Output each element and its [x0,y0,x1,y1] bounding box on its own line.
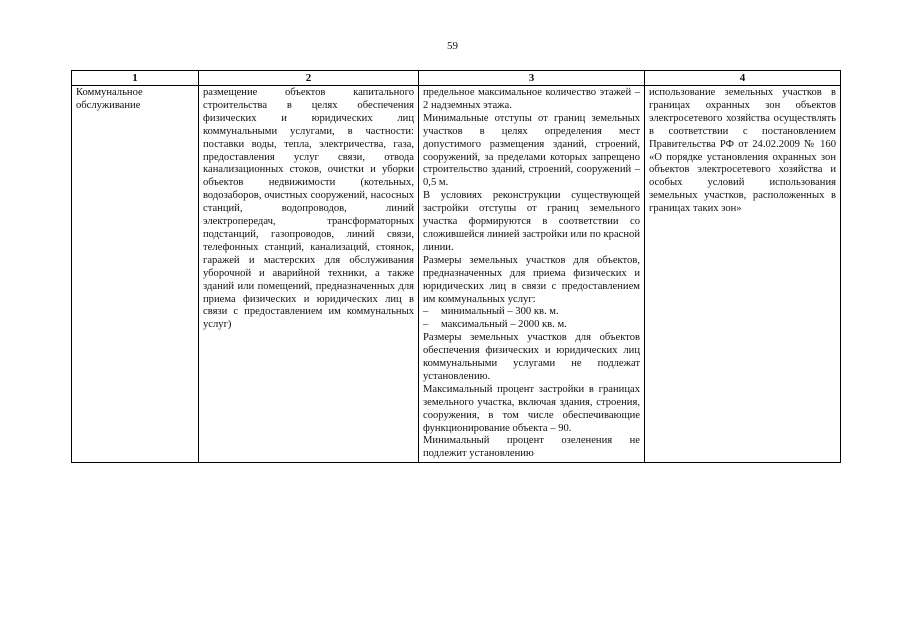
parameter-paragraph-reconstruction: В условиях реконструкции существующей застройки отступы от границ земельного участка формируются в соответствии со сложившейся линией застройки или по красной линии. [423,190,640,253]
table-header-row [72,71,841,86]
cell-use-type [72,86,199,463]
column-header-4: 4 [645,71,841,86]
parameter-paragraph-not-established: Размеры земельных участков для объектов обеспечения физических и юридических лиц коммунальными услугами не подлежат установлению. [423,332,640,382]
list-item-min: минимальный – 300 кв. м. [441,306,559,318]
table-row [72,86,841,463]
column-header-1: 1 [72,71,199,86]
use-description-text: размещение объектов капитального строительства в целях обеспечения физических и юридических лиц коммунальными услугами, в частности: поставки воды, тепла, электричества, газа, предоставления услуг связи, отвода канализационных стоков, очистки и уборки объектов недвижимости (котельных, водозаборов, очистных сооружений, насосных станций, водопроводов, линий электропередач, трансформаторных подстанций, газопроводов, линий связи, телефонных станций, канализаций, стоянок, гаражей и мастерских для обслуживания уборочной и аварийной техники, а также зданий или помещений, предназначенных для приема физических и юридических лиц в связи с предоставлением им коммунальных услуг) [203,87,414,331]
dash-marker: – [423,319,429,331]
parameter-paragraph-setbacks: Минимальные отступы от границ земельных участков в целях определения мест допустимого размещения зданий, строений, сооружений, за пределами которых запрещено строительство зданий, строений, сооружений – 0,5 м. [423,112,640,189]
restrictions-text: использование земельных участков в границах охранных зон объектов электросетевого хозяйства осуществлять в соответствии с постановлением Правительства РФ от 24.02.2009 № 160 «О порядке установления охранных зон объектов электросетевого хозяйства и особых условий использования земельных участков, расположенных в границах таких зон» [649,87,836,215]
cell-restrictions [645,86,841,463]
list-item [423,319,640,332]
parameter-paragraph-max-coverage: Максимальный процент застройки в границах земельного участка, включая здания, строения, сооружения, в том числе обеспечивающие функционирование объекта – 90. [423,383,640,434]
page-number: 59 [447,40,458,52]
dash-marker: – [423,306,429,318]
parameter-paragraph-floors: предельное максимальное количество этажей – 2 надземных этажа. [423,87,640,111]
list-item [423,306,640,319]
column-header-2: 2 [199,71,419,86]
cell-parameters [419,86,645,463]
parameter-paragraph-plot-sizes: Размеры земельных участков для объектов, предназначенных для приема физических и юридических лиц в связи с предоставлением им коммунальных услуг: [423,254,640,305]
zoning-table [71,70,841,463]
parameter-paragraph-landscaping: Минимальный процент озеленения не подлежит установлению [423,435,640,460]
use-type-text: Коммунальное обслуживание [76,87,143,111]
cell-use-description [199,86,419,463]
list-item-max: максимальный – 2000 кв. м. [441,319,567,331]
column-header-3: 3 [419,71,645,86]
